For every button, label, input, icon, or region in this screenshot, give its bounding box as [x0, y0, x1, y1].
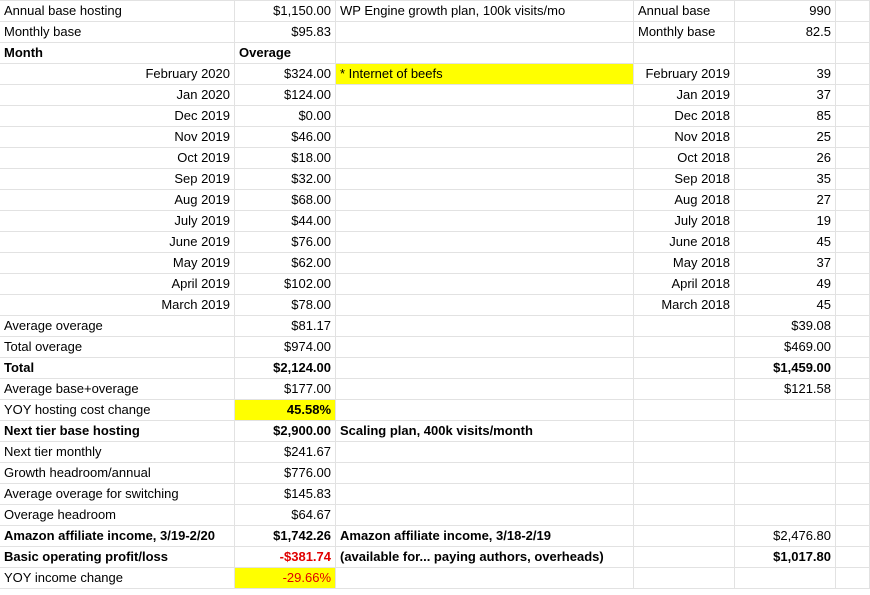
cell-a9[interactable]: Sep 2019: [0, 169, 235, 190]
cell-f4[interactable]: [836, 64, 870, 85]
cell-b10[interactable]: $68.00: [235, 190, 336, 211]
cell-c7[interactable]: [336, 127, 634, 148]
cell-c1[interactable]: WP Engine growth plan, 100k visits/mo: [336, 1, 634, 22]
cell-f6[interactable]: [836, 106, 870, 127]
cell-d28[interactable]: [634, 568, 735, 589]
cell-a27[interactable]: Basic operating profit/loss: [0, 547, 235, 568]
cell-d18[interactable]: [634, 358, 735, 379]
cell-f19[interactable]: [836, 379, 870, 400]
cell-a17[interactable]: Total overage: [0, 337, 235, 358]
cell-d25[interactable]: [634, 505, 735, 526]
cell-a3[interactable]: Month: [0, 43, 235, 64]
cell-a6[interactable]: Dec 2019: [0, 106, 235, 127]
cell-b16[interactable]: $81.17: [235, 316, 336, 337]
cell-e26[interactable]: $2,476.80: [735, 526, 836, 547]
cell-d24[interactable]: [634, 484, 735, 505]
cell-d6[interactable]: Dec 2018: [634, 106, 735, 127]
cell-c28[interactable]: [336, 568, 634, 589]
cell-f7[interactable]: [836, 127, 870, 148]
cell-b14[interactable]: $102.00: [235, 274, 336, 295]
cell-b3[interactable]: Overage: [235, 43, 336, 64]
cell-f24[interactable]: [836, 484, 870, 505]
cell-c25[interactable]: [336, 505, 634, 526]
cell-c10[interactable]: [336, 190, 634, 211]
cell-a7[interactable]: Nov 2019: [0, 127, 235, 148]
cell-a20[interactable]: YOY hosting cost change: [0, 400, 235, 421]
cell-e22[interactable]: [735, 442, 836, 463]
cell-c17[interactable]: [336, 337, 634, 358]
cell-e12[interactable]: 45: [735, 232, 836, 253]
cell-a24[interactable]: Average overage for switching: [0, 484, 235, 505]
cell-e23[interactable]: [735, 463, 836, 484]
cell-d15[interactable]: March 2018: [634, 295, 735, 316]
cell-c15[interactable]: [336, 295, 634, 316]
cell-f11[interactable]: [836, 211, 870, 232]
cell-b12[interactable]: $76.00: [235, 232, 336, 253]
cell-e25[interactable]: [735, 505, 836, 526]
cell-a22[interactable]: Next tier monthly: [0, 442, 235, 463]
cell-c13[interactable]: [336, 253, 634, 274]
cell-a15[interactable]: March 2019: [0, 295, 235, 316]
cell-c27[interactable]: (available for... paying authors, overheads): [336, 547, 634, 568]
cell-f23[interactable]: [836, 463, 870, 484]
cell-f1[interactable]: [836, 1, 870, 22]
cell-b9[interactable]: $32.00: [235, 169, 336, 190]
cell-e24[interactable]: [735, 484, 836, 505]
cell-c11[interactable]: [336, 211, 634, 232]
cell-a21[interactable]: Next tier base hosting: [0, 421, 235, 442]
cell-e28[interactable]: [735, 568, 836, 589]
cell-d27[interactable]: [634, 547, 735, 568]
cell-e3[interactable]: [735, 43, 836, 64]
cell-f26[interactable]: [836, 526, 870, 547]
cell-d8[interactable]: Oct 2018: [634, 148, 735, 169]
cell-b6[interactable]: $0.00: [235, 106, 336, 127]
cell-d9[interactable]: Sep 2018: [634, 169, 735, 190]
cell-b27[interactable]: -$381.74: [235, 547, 336, 568]
cell-e13[interactable]: 37: [735, 253, 836, 274]
cell-c4[interactable]: * Internet of beefs: [336, 64, 634, 85]
cell-e7[interactable]: 25: [735, 127, 836, 148]
cell-f18[interactable]: [836, 358, 870, 379]
cell-b13[interactable]: $62.00: [235, 253, 336, 274]
cell-b11[interactable]: $44.00: [235, 211, 336, 232]
cell-f3[interactable]: [836, 43, 870, 64]
cell-b18[interactable]: $2,124.00: [235, 358, 336, 379]
cell-e1[interactable]: 990: [735, 1, 836, 22]
cell-e6[interactable]: 85: [735, 106, 836, 127]
cell-d26[interactable]: [634, 526, 735, 547]
cell-b5[interactable]: $124.00: [235, 85, 336, 106]
cell-d3[interactable]: [634, 43, 735, 64]
cell-a14[interactable]: April 2019: [0, 274, 235, 295]
cell-b4[interactable]: $324.00: [235, 64, 336, 85]
cell-b15[interactable]: $78.00: [235, 295, 336, 316]
cell-d2[interactable]: Monthly base: [634, 22, 735, 43]
cell-b8[interactable]: $18.00: [235, 148, 336, 169]
cell-f22[interactable]: [836, 442, 870, 463]
cell-d4[interactable]: February 2019: [634, 64, 735, 85]
cell-a4[interactable]: February 2020: [0, 64, 235, 85]
cell-d1[interactable]: Annual base: [634, 1, 735, 22]
cell-b19[interactable]: $177.00: [235, 379, 336, 400]
cell-c3[interactable]: [336, 43, 634, 64]
cell-d22[interactable]: [634, 442, 735, 463]
cell-d14[interactable]: April 2018: [634, 274, 735, 295]
cell-a18[interactable]: Total: [0, 358, 235, 379]
cell-a25[interactable]: Overage headroom: [0, 505, 235, 526]
cell-c12[interactable]: [336, 232, 634, 253]
cell-b2[interactable]: $95.83: [235, 22, 336, 43]
cell-e19[interactable]: $121.58: [735, 379, 836, 400]
cell-c20[interactable]: [336, 400, 634, 421]
cell-f14[interactable]: [836, 274, 870, 295]
cell-f21[interactable]: [836, 421, 870, 442]
cell-e20[interactable]: [735, 400, 836, 421]
cell-a28[interactable]: YOY income change: [0, 568, 235, 589]
cell-c22[interactable]: [336, 442, 634, 463]
cell-c6[interactable]: [336, 106, 634, 127]
cell-a19[interactable]: Average base+overage: [0, 379, 235, 400]
cell-e17[interactable]: $469.00: [735, 337, 836, 358]
cell-f25[interactable]: [836, 505, 870, 526]
cell-d23[interactable]: [634, 463, 735, 484]
cell-c9[interactable]: [336, 169, 634, 190]
cell-d11[interactable]: July 2018: [634, 211, 735, 232]
cell-d5[interactable]: Jan 2019: [634, 85, 735, 106]
cell-e5[interactable]: 37: [735, 85, 836, 106]
cell-f2[interactable]: [836, 22, 870, 43]
cell-d10[interactable]: Aug 2018: [634, 190, 735, 211]
cell-e15[interactable]: 45: [735, 295, 836, 316]
cell-d21[interactable]: [634, 421, 735, 442]
cell-c2[interactable]: [336, 22, 634, 43]
cell-b20[interactable]: 45.58%: [235, 400, 336, 421]
cell-b22[interactable]: $241.67: [235, 442, 336, 463]
cell-d16[interactable]: [634, 316, 735, 337]
cell-c26[interactable]: Amazon affiliate income, 3/18-2/19: [336, 526, 634, 547]
cell-f27[interactable]: [836, 547, 870, 568]
cell-f8[interactable]: [836, 148, 870, 169]
cell-a23[interactable]: Growth headroom/annual: [0, 463, 235, 484]
cell-c24[interactable]: [336, 484, 634, 505]
cell-a16[interactable]: Average overage: [0, 316, 235, 337]
cell-f17[interactable]: [836, 337, 870, 358]
cell-f12[interactable]: [836, 232, 870, 253]
cell-a12[interactable]: June 2019: [0, 232, 235, 253]
cell-b26[interactable]: $1,742.26: [235, 526, 336, 547]
cell-b25[interactable]: $64.67: [235, 505, 336, 526]
cell-f28[interactable]: [836, 568, 870, 589]
cell-c14[interactable]: [336, 274, 634, 295]
cell-c16[interactable]: [336, 316, 634, 337]
cell-b1[interactable]: $1,150.00: [235, 1, 336, 22]
cell-b21[interactable]: $2,900.00: [235, 421, 336, 442]
cell-e18[interactable]: $1,459.00: [735, 358, 836, 379]
cell-e8[interactable]: 26: [735, 148, 836, 169]
cell-e9[interactable]: 35: [735, 169, 836, 190]
cell-d20[interactable]: [634, 400, 735, 421]
cell-d17[interactable]: [634, 337, 735, 358]
cell-b28[interactable]: -29.66%: [235, 568, 336, 589]
cell-a5[interactable]: Jan 2020: [0, 85, 235, 106]
cell-f15[interactable]: [836, 295, 870, 316]
cell-f13[interactable]: [836, 253, 870, 274]
cell-e27[interactable]: $1,017.80: [735, 547, 836, 568]
cell-a8[interactable]: Oct 2019: [0, 148, 235, 169]
cell-c5[interactable]: [336, 85, 634, 106]
cell-e14[interactable]: 49: [735, 274, 836, 295]
cell-b17[interactable]: $974.00: [235, 337, 336, 358]
cell-e16[interactable]: $39.08: [735, 316, 836, 337]
cell-e2[interactable]: 82.5: [735, 22, 836, 43]
cell-a10[interactable]: Aug 2019: [0, 190, 235, 211]
cell-c18[interactable]: [336, 358, 634, 379]
cell-d7[interactable]: Nov 2018: [634, 127, 735, 148]
cell-d12[interactable]: June 2018: [634, 232, 735, 253]
cell-a2[interactable]: Monthly base: [0, 22, 235, 43]
cell-f16[interactable]: [836, 316, 870, 337]
cell-f9[interactable]: [836, 169, 870, 190]
cell-a13[interactable]: May 2019: [0, 253, 235, 274]
cell-c21[interactable]: Scaling plan, 400k visits/month: [336, 421, 634, 442]
cell-e10[interactable]: 27: [735, 190, 836, 211]
cell-e21[interactable]: [735, 421, 836, 442]
cell-f20[interactable]: [836, 400, 870, 421]
cell-b23[interactable]: $776.00: [235, 463, 336, 484]
cell-d19[interactable]: [634, 379, 735, 400]
cell-c8[interactable]: [336, 148, 634, 169]
cell-e11[interactable]: 19: [735, 211, 836, 232]
cell-f5[interactable]: [836, 85, 870, 106]
cell-b7[interactable]: $46.00: [235, 127, 336, 148]
cell-a11[interactable]: July 2019: [0, 211, 235, 232]
cell-f10[interactable]: [836, 190, 870, 211]
cell-a1[interactable]: Annual base hosting: [0, 1, 235, 22]
cell-c23[interactable]: [336, 463, 634, 484]
cell-c19[interactable]: [336, 379, 634, 400]
cell-a26[interactable]: Amazon affiliate income, 3/19-2/20: [0, 526, 235, 547]
cell-d13[interactable]: May 2018: [634, 253, 735, 274]
cell-e4[interactable]: 39: [735, 64, 836, 85]
cell-b24[interactable]: $145.83: [235, 484, 336, 505]
